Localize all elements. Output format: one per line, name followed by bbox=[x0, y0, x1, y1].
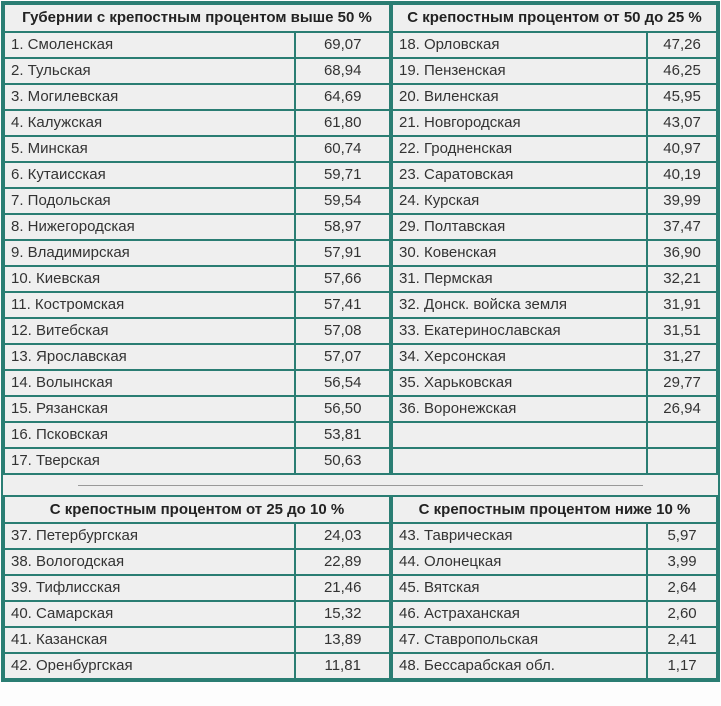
table-row bbox=[392, 188, 717, 214]
percent-value: 5,97 bbox=[647, 523, 717, 549]
governorate-name: 43. Таврическая bbox=[392, 523, 647, 549]
table-row bbox=[392, 110, 717, 136]
table-row bbox=[392, 84, 717, 110]
governorate-name: 19. Пензенская bbox=[392, 58, 647, 84]
table-header-row bbox=[4, 496, 390, 524]
table-row bbox=[4, 292, 390, 318]
table-row bbox=[392, 370, 717, 396]
table-title: С крепостным процентом от 50 до 25 % bbox=[392, 4, 717, 32]
table-row bbox=[4, 627, 390, 653]
governorate-name: 21. Новгородская bbox=[392, 110, 647, 136]
governorate-name: 38. Вологодская bbox=[4, 549, 295, 575]
table-row bbox=[392, 240, 717, 266]
percent-value: 29,77 bbox=[647, 370, 717, 396]
table-row bbox=[392, 214, 717, 240]
governorate-name: 22. Гродненская bbox=[392, 136, 647, 162]
percent-value: 11,81 bbox=[295, 653, 390, 679]
table-row bbox=[4, 549, 390, 575]
table-row bbox=[392, 549, 717, 575]
table-row bbox=[4, 110, 390, 136]
percent-value: 21,46 bbox=[295, 575, 390, 601]
table-row bbox=[4, 422, 390, 448]
percent-value: 61,80 bbox=[295, 110, 390, 136]
percent-value: 56,54 bbox=[295, 370, 390, 396]
governorate-name: 40. Самарская bbox=[4, 601, 295, 627]
percent-value: 22,89 bbox=[295, 549, 390, 575]
percent-value: 32,21 bbox=[647, 266, 717, 292]
governorate-name: 32. Донск. войска земля bbox=[392, 292, 647, 318]
percent-value: 64,69 bbox=[295, 84, 390, 110]
governorate-name: 23. Саратовская bbox=[392, 162, 647, 188]
percent-value bbox=[647, 422, 717, 448]
table-above-50 bbox=[3, 3, 391, 475]
governorate-name bbox=[392, 448, 647, 474]
bottom-tables-row bbox=[3, 495, 718, 681]
table-row bbox=[392, 448, 717, 474]
percent-value: 13,89 bbox=[295, 627, 390, 653]
percent-value: 2,60 bbox=[647, 601, 717, 627]
governorate-name: 39. Тифлисская bbox=[4, 575, 295, 601]
governorate-name: 2. Тульская bbox=[4, 58, 295, 84]
percent-value: 45,95 bbox=[647, 84, 717, 110]
percent-value: 26,94 bbox=[647, 396, 717, 422]
governorate-name: 35. Харьковская bbox=[392, 370, 647, 396]
percent-value bbox=[647, 448, 717, 474]
percent-value: 57,91 bbox=[295, 240, 390, 266]
table-row bbox=[392, 162, 717, 188]
governorate-name: 5. Минская bbox=[4, 136, 295, 162]
percent-value: 15,32 bbox=[295, 601, 390, 627]
governorate-name: 3. Могилевская bbox=[4, 84, 295, 110]
governorate-name: 14. Волынская bbox=[4, 370, 295, 396]
governorate-name: 10. Киевская bbox=[4, 266, 295, 292]
governorate-name: 37. Петербургская bbox=[4, 523, 295, 549]
governorate-name: 11. Костромская bbox=[4, 292, 295, 318]
table-title: С крепостным процентом от 25 до 10 % bbox=[4, 496, 390, 524]
governorate-name: 47. Ставропольская bbox=[392, 627, 647, 653]
percent-value: 60,74 bbox=[295, 136, 390, 162]
table-row bbox=[392, 58, 717, 84]
table-row bbox=[392, 601, 717, 627]
governorate-name: 18. Орловская bbox=[392, 32, 647, 58]
percent-value: 1,17 bbox=[647, 653, 717, 679]
table-row bbox=[4, 601, 390, 627]
percent-value: 57,66 bbox=[295, 266, 390, 292]
governorate-name: 24. Курская bbox=[392, 188, 647, 214]
table-row bbox=[392, 653, 717, 679]
percent-value: 31,91 bbox=[647, 292, 717, 318]
governorate-name: 7. Подольская bbox=[4, 188, 295, 214]
governorate-name: 20. Виленская bbox=[392, 84, 647, 110]
percent-value: 59,71 bbox=[295, 162, 390, 188]
percent-value: 37,47 bbox=[647, 214, 717, 240]
governorate-name: 30. Ковенская bbox=[392, 240, 647, 266]
table-row bbox=[4, 266, 390, 292]
percent-value: 24,03 bbox=[295, 523, 390, 549]
governorate-name: 36. Воронежская bbox=[392, 396, 647, 422]
table-row bbox=[4, 370, 390, 396]
table-row bbox=[392, 523, 717, 549]
percent-value: 31,51 bbox=[647, 318, 717, 344]
percent-value: 43,07 bbox=[647, 110, 717, 136]
governorate-name: 13. Ярославская bbox=[4, 344, 295, 370]
table-row bbox=[4, 188, 390, 214]
governorate-name: 16. Псковская bbox=[4, 422, 295, 448]
table-row bbox=[4, 344, 390, 370]
serfdom-percentage-sheet bbox=[1, 1, 720, 682]
table-row bbox=[4, 653, 390, 679]
top-tables-row bbox=[3, 3, 718, 475]
governorate-name: 48. Бессарабская обл. bbox=[392, 653, 647, 679]
governorate-name: 34. Херсонская bbox=[392, 344, 647, 370]
percent-value: 57,08 bbox=[295, 318, 390, 344]
table-row bbox=[392, 136, 717, 162]
table-row bbox=[392, 575, 717, 601]
governorate-name: 12. Витебская bbox=[4, 318, 295, 344]
table-row bbox=[4, 84, 390, 110]
table-row bbox=[392, 292, 717, 318]
percent-value: 2,64 bbox=[647, 575, 717, 601]
table-header-row bbox=[392, 496, 717, 524]
table-below-10 bbox=[391, 495, 718, 681]
percent-value: 57,07 bbox=[295, 344, 390, 370]
governorate-name: 4. Калужская bbox=[4, 110, 295, 136]
percent-value: 59,54 bbox=[295, 188, 390, 214]
percent-value: 36,90 bbox=[647, 240, 717, 266]
percent-value: 40,97 bbox=[647, 136, 717, 162]
table-row bbox=[4, 448, 390, 474]
percent-value: 50,63 bbox=[295, 448, 390, 474]
governorate-name: 8. Нижегородская bbox=[4, 214, 295, 240]
table-row bbox=[4, 575, 390, 601]
table-50-to-25 bbox=[391, 3, 718, 475]
percent-value: 31,27 bbox=[647, 344, 717, 370]
table-row bbox=[4, 136, 390, 162]
governorate-name: 45. Вятская bbox=[392, 575, 647, 601]
governorate-name: 33. Екатеринославская bbox=[392, 318, 647, 344]
governorate-name: 42. Оренбургская bbox=[4, 653, 295, 679]
governorate-name: 9. Владимирская bbox=[4, 240, 295, 266]
table-row bbox=[4, 523, 390, 549]
table-row bbox=[4, 318, 390, 344]
table-row bbox=[392, 627, 717, 653]
table-row bbox=[392, 422, 717, 448]
table-header-row bbox=[392, 4, 717, 32]
percent-value: 57,41 bbox=[295, 292, 390, 318]
table-row bbox=[392, 32, 717, 58]
governorate-name: 15. Рязанская bbox=[4, 396, 295, 422]
percent-value: 47,26 bbox=[647, 32, 717, 58]
table-header-row bbox=[4, 4, 390, 32]
percent-value: 3,99 bbox=[647, 549, 717, 575]
table-row bbox=[4, 58, 390, 84]
percent-value: 56,50 bbox=[295, 396, 390, 422]
percent-value: 53,81 bbox=[295, 422, 390, 448]
percent-value: 2,41 bbox=[647, 627, 717, 653]
governorate-name: 41. Казанская bbox=[4, 627, 295, 653]
table-25-to-10 bbox=[3, 495, 391, 681]
percent-value: 58,97 bbox=[295, 214, 390, 240]
divider-line bbox=[78, 485, 643, 486]
governorate-name bbox=[392, 422, 647, 448]
table-row bbox=[392, 396, 717, 422]
governorate-name: 17. Тверская bbox=[4, 448, 295, 474]
table-row bbox=[392, 344, 717, 370]
section-divider bbox=[3, 475, 718, 495]
governorate-name: 1. Смоленская bbox=[4, 32, 295, 58]
percent-value: 68,94 bbox=[295, 58, 390, 84]
governorate-name: 29. Полтавская bbox=[392, 214, 647, 240]
governorate-name: 44. Олонецкая bbox=[392, 549, 647, 575]
table-row bbox=[4, 214, 390, 240]
table-row bbox=[4, 32, 390, 58]
percent-value: 40,19 bbox=[647, 162, 717, 188]
table-title: Губернии с крепостным процентом выше 50 % bbox=[4, 4, 390, 32]
governorate-name: 46. Астраханская bbox=[392, 601, 647, 627]
governorate-name: 6. Кутаисская bbox=[4, 162, 295, 188]
table-row bbox=[4, 240, 390, 266]
table-row bbox=[4, 396, 390, 422]
table-row bbox=[4, 162, 390, 188]
table-row bbox=[392, 318, 717, 344]
table-title: С крепостным процентом ниже 10 % bbox=[392, 496, 717, 524]
governorate-name: 31. Пермская bbox=[392, 266, 647, 292]
percent-value: 46,25 bbox=[647, 58, 717, 84]
percent-value: 69,07 bbox=[295, 32, 390, 58]
table-row bbox=[392, 266, 717, 292]
percent-value: 39,99 bbox=[647, 188, 717, 214]
